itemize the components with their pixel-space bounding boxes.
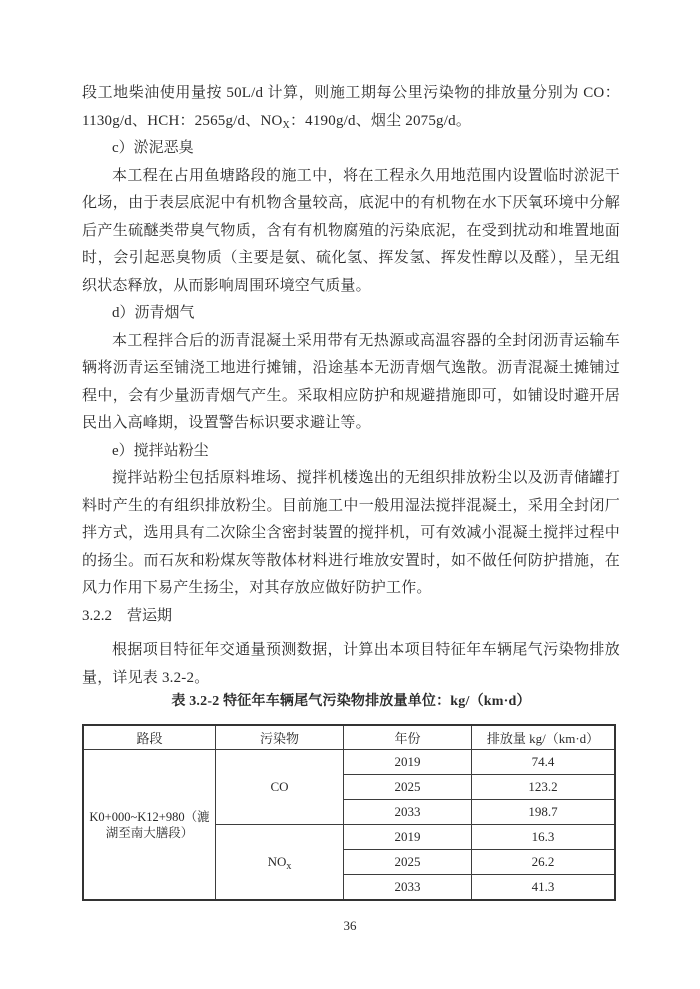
cell-value: 41.3 (472, 875, 616, 901)
header-emission: 排放量 kg/（km·d） (472, 725, 616, 750)
pollutant-text: NO (267, 854, 287, 869)
cell-year: 2033 (344, 800, 472, 825)
subitem-d-asphalt-fume: d）沥青烟气 (112, 305, 195, 321)
subitem-e-mixing-station-dust: e）搅拌站粉尘 (112, 442, 209, 459)
cell-year: 2019 (344, 825, 472, 850)
cell-year: 2025 (344, 775, 472, 800)
header-pollutant: 污染物 (216, 725, 344, 750)
table-row (83, 750, 615, 775)
paragraph-operation-period: 根据项目特征年交通量预测数据，计算出本项目特征年车辆尾气污染物排放量，详见表 3.2-2。 (82, 642, 620, 686)
cell-pollutant-co: CO (216, 750, 344, 825)
header-road-segment: 路段 (83, 725, 216, 750)
paragraph-mixing-station-dust: 搅拌站粉尘包括原料堆场、搅拌机楼逸出的无组织排放粉尘以及沥青储罐打料时产生的有组织排放粉尘。目前施工中一般用湿法搅拌混凝土，采用全封闭厂拌方式，选用具有二次除尘含密封装置的搅拌机，可有效减小混凝土搅拌过程中的扬尘。而石灰和粉煤灰等散体材料进行堆放安置时，如不做任何防护措施，在风力作用下易产生扬尘，对其存放应做好防护工作。 (82, 470, 620, 596)
cell-value: 123.2 (472, 775, 616, 800)
cell-value: 16.3 (472, 825, 616, 850)
cell-value: 198.7 (472, 800, 616, 825)
paragraph-text: 段工地柴油使用量按 50L/d 计算，则施工期每公里污染物的排放量分别为 CO：1130g/d、HCH：2565g/d、NO (82, 85, 620, 129)
table-caption: 表 3.2-2 特征年车辆尾气污染物排放量单位：kg/（km·d） (171, 694, 531, 709)
page-number: 36 (343, 918, 357, 933)
cell-value: 74.4 (472, 750, 616, 775)
paragraph-sludge-odor: 本工程在占用鱼塘路段的施工中，将在工程永久用地范围内设置临时淤泥干化场，由于表层底泥中有机物含量较高，底泥中的有机物在水下厌氧环境中分解后产生硫醚类带臭气物质，含有有机物腐殖的污染底泥，在受到扰动和堆置地面时，会引起恶臭物质（主要是氨、硫化氢、挥发氢、挥发性醇以及醛），呈无组织状态释放，从而影响周围环境空气质量。 (82, 167, 620, 294)
cell-year: 2019 (344, 750, 472, 775)
page-content (82, 80, 620, 901)
cell-pollutant-nox (216, 825, 344, 901)
emissions-table (82, 724, 616, 901)
subitem-c-sludge-odor: c）淤泥恶臭 (112, 140, 194, 156)
cell-year: 2033 (344, 875, 472, 901)
cell-value: 26.2 (472, 850, 616, 875)
cell-year: 2025 (344, 850, 472, 875)
nox-subscript: x (286, 861, 292, 872)
header-year: 年份 (344, 725, 472, 750)
nox-subscript: X (282, 119, 290, 131)
paragraph-text: ：4190g/d、烟尘 2075g/d。 (289, 112, 472, 129)
section-heading-3-2-2: 3.2.2 营运期 (82, 607, 173, 624)
paragraph-diesel-emissions (82, 80, 620, 135)
paragraph-asphalt-fume: 本工程拌合后的沥青混凝土采用带有无热源或高温容器的全封闭沥青运输车辆将沥青运至铺浇工地进行摊铺，沿途基本无沥青烟气逸散。沥青混凝土摊铺过程中，会有少量沥青烟气产生。采取相应防护和规避措施即可，如铺设时避开居民出入高峰期，设置警告标识要求避让等。 (82, 332, 620, 431)
table-header-row (83, 725, 615, 750)
cell-road-segment: K0+000~K12+980（漉湖至南大膳段） (83, 750, 216, 901)
